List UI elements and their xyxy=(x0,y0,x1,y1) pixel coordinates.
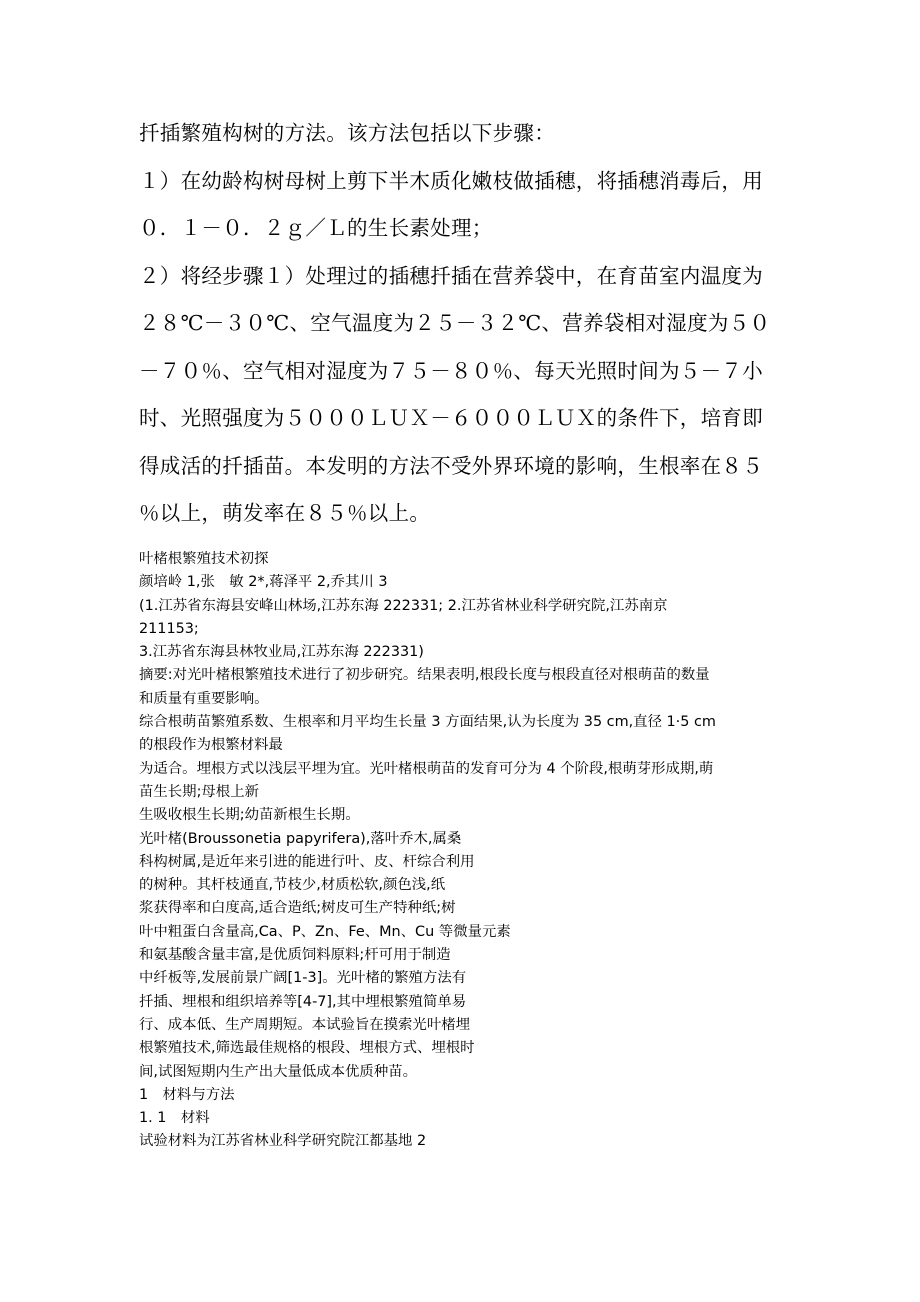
abstract-line: 为适合。埋根方式以浅层平埋为宜。光叶楮根萌苗的发育可分为 4 个阶段,根萌芽形成期,萌 xyxy=(139,760,714,777)
body-line: 行、成本低、生产周期短。本试验旨在摸索光叶楮埋 xyxy=(139,1016,470,1033)
abstract-line: 苗生长期;母根上新 xyxy=(139,783,259,800)
body-line: 科构树属,是近年来引进的能进行叶、皮、杆综合利用 xyxy=(139,853,475,870)
abstract-line: 和质量有重要影响。 xyxy=(139,690,269,707)
article-affiliation: (1.江苏省东海县安峰山林场,江苏东海 222331; 2.江苏省林业科学研究院,江苏南京 xyxy=(139,597,668,614)
patent-line: ％以上，萌发率在８５％以上。 xyxy=(139,501,431,525)
patent-excerpt xyxy=(139,110,799,538)
abstract-line: 摘要:对光叶楮根繁殖技术进行了初步研究。结果表明,根段长度与根段直径对根萌苗的数量 xyxy=(139,667,710,684)
body-line: 光叶楮(Broussonetia papyrifera),落叶乔木,属桑 xyxy=(139,830,462,847)
body-line: 和氨基酸含量丰富,是优质饲料原料;杆可用于制造 xyxy=(139,947,451,964)
body-line: 叶中粗蛋白含量高,Ca、P、Zn、Fe、Mn、Cu 等微量元素 xyxy=(139,923,511,940)
patent-line: 得成活的扦插苗。本发明的方法不受外界环境的影响，生根率在８５ xyxy=(139,453,763,478)
article-authors: 颜培岭 1,张 敏 2*,蒋泽平 2,乔其川 3 xyxy=(139,574,388,591)
subsection-heading: 1. 1 材料 xyxy=(139,1110,210,1127)
body-line: 根繁殖技术,筛选最佳规格的根段、埋根方式、埋根时 xyxy=(139,1040,475,1057)
body-line: 的树种。其杆枝通直,节枝少,材质松软,颜色浅,纸 xyxy=(139,877,446,894)
article-body xyxy=(139,548,799,1154)
patent-line: ２）将经步骤１）处理过的插穗扦插在营养袋中，在育苗室内温度为 xyxy=(139,263,763,288)
body-line: 间,试图短期内生产出大量低成本优质种苗。 xyxy=(139,1063,417,1080)
patent-line: ２８℃－３０℃、空气温度为２５－３２℃、营养袋相对湿度为５０ xyxy=(139,311,771,335)
patent-line: 扦插繁殖构树的方法。该方法包括以下步骤： xyxy=(139,121,555,145)
body-line: 浆获得率和白度高,适合造纸;树皮可生产特种纸;树 xyxy=(139,900,456,917)
article-affiliation: 3.江苏省东海县林牧业局,江苏东海 222331) xyxy=(139,644,424,661)
body-line: 中纤板等,发展前景广阔[1-3]。光叶楮的繁殖方法有 xyxy=(139,970,467,987)
abstract-line: 生吸收根生长期;幼苗新根生长期。 xyxy=(139,807,360,824)
article-affiliation: 211153; xyxy=(139,620,199,637)
abstract-line: 的根段作为根繁材料最 xyxy=(139,737,283,754)
section-heading: 1 材料与方法 xyxy=(139,1086,235,1103)
body-line: 试验材料为江苏省林业科学研究院江都基地 2 xyxy=(139,1133,427,1150)
abstract-line: 综合根萌苗繁殖系数、生根率和月平均生长量 3 方面结果,认为长度为 35 cm,直径 1·5 cm xyxy=(139,714,716,731)
article-title: 叶楮根繁殖技术初探 xyxy=(139,551,269,567)
patent-line: ０．１－０．２ｇ／Ｌ的生长素处理； xyxy=(139,216,493,240)
body-line: 扦插、埋根和组织培养等[4-7],其中埋根繁殖简单易 xyxy=(139,993,467,1010)
patent-line: １）在幼龄构树母树上剪下半木质化嫩枝做插穗，将插穗消毒后，用 xyxy=(139,168,763,193)
patent-line: 时、光照强度为５０００ＬＵＸ－６０００ＬＵＸ的条件下，培育即 xyxy=(139,406,763,430)
patent-line: －７０％、空气相对湿度为７５－８０％、每天光照时间为５－７小 xyxy=(139,358,763,383)
